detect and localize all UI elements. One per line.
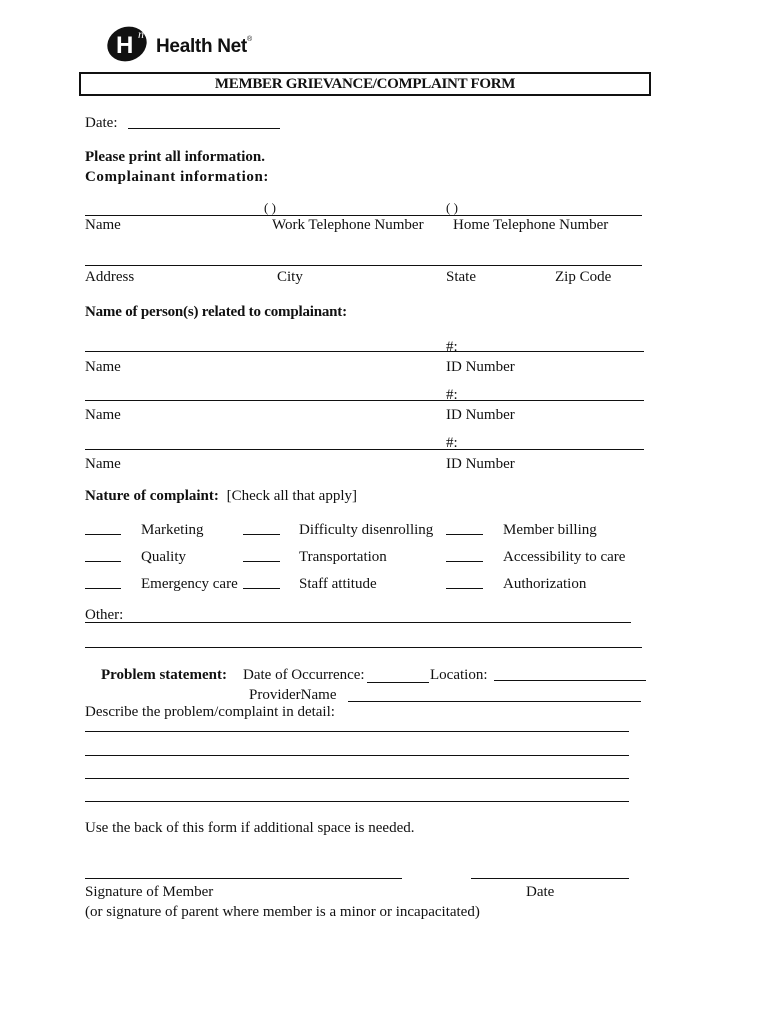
- related-name-label-1: Name: [85, 359, 121, 375]
- nature-note: [Check all that apply]: [226, 488, 357, 504]
- city-label: City: [277, 269, 303, 285]
- signature-label: Signature of Member: [85, 884, 214, 900]
- work-phone-label: Work Telephone Number: [272, 217, 424, 233]
- zip-label: Zip Code: [555, 269, 612, 285]
- related-person-line-2[interactable]: [85, 400, 644, 401]
- date-label: Date:: [85, 115, 118, 131]
- location-field[interactable]: [494, 680, 646, 681]
- complainant-name-label: Name: [85, 217, 121, 233]
- option-marketing: Marketing: [141, 522, 204, 538]
- check-blank-difficulty-disenrolling[interactable]: [243, 534, 280, 535]
- check-blank-staff-attitude[interactable]: [243, 588, 280, 589]
- related-name-label-2: Name: [85, 407, 121, 423]
- print-instruction: Please print all information.: [85, 149, 265, 165]
- back-of-form-note: Use the back of this form if additional space is needed.: [85, 820, 415, 836]
- description-line-3[interactable]: [85, 778, 629, 779]
- date-field[interactable]: [128, 128, 280, 129]
- signature-note: (or signature of parent where member is a minor or incapacitated): [85, 904, 480, 920]
- check-blank-member-billing[interactable]: [446, 534, 483, 535]
- signature-date-field[interactable]: [471, 878, 629, 879]
- other-field[interactable]: [85, 622, 631, 623]
- related-id-label-2: ID Number: [446, 407, 515, 423]
- describe-label: Describe the problem/complaint in detail:: [85, 704, 335, 720]
- date-of-occurrence-label: Date of Occurrence:: [243, 667, 365, 683]
- option-transportation: Transportation: [299, 549, 387, 565]
- form-title: MEMBER GRIEVANCE/COMPLAINT FORM: [214, 76, 516, 92]
- option-authorization: Authorization: [503, 576, 587, 592]
- related-persons-heading: Name of person(s) related to complainant:: [85, 304, 347, 320]
- provider-name-field[interactable]: [348, 701, 641, 702]
- related-id-hash-3: #:: [446, 435, 458, 451]
- check-blank-marketing[interactable]: [85, 534, 121, 535]
- nature-heading: Nature of complaint:: [85, 488, 219, 504]
- description-line-1[interactable]: [85, 731, 629, 732]
- home-phone-area-code: ( ): [446, 200, 458, 215]
- related-name-label-3: Name: [85, 456, 121, 472]
- option-accessibility-to-care: Accessibility to care: [503, 549, 626, 565]
- provider-name-label: ProviderName: [249, 687, 337, 703]
- health-net-logo-mark-icon: [106, 24, 152, 62]
- check-blank-transportation[interactable]: [243, 561, 280, 562]
- check-blank-authorization[interactable]: [446, 588, 483, 589]
- complainant-heading: Complainant information:: [85, 169, 269, 185]
- description-line-4[interactable]: [85, 801, 629, 802]
- work-phone-area-code: ( ): [264, 200, 276, 215]
- related-id-label-1: ID Number: [446, 359, 515, 375]
- complainant-address-line[interactable]: [85, 265, 642, 266]
- form-title-box: [79, 72, 651, 96]
- option-difficulty-disenrolling: Difficulty disenrolling: [299, 522, 434, 538]
- option-member-billing: Member billing: [503, 522, 597, 538]
- logo-brand-text: Health Net®: [156, 36, 252, 57]
- check-blank-accessibility[interactable]: [446, 561, 483, 562]
- signature-field[interactable]: [85, 878, 402, 879]
- option-staff-attitude: Staff attitude: [299, 576, 377, 592]
- address-label: Address: [85, 269, 135, 285]
- option-emergency-care: Emergency care: [141, 576, 238, 592]
- related-id-hash-1: #:: [446, 339, 458, 355]
- problem-statement-heading: Problem statement:: [101, 667, 227, 683]
- logo-mark-letter: H: [116, 32, 134, 59]
- related-person-line-3[interactable]: [85, 449, 644, 450]
- option-quality: Quality: [141, 549, 186, 565]
- other-label: Other:: [85, 607, 124, 623]
- check-blank-quality[interactable]: [85, 561, 121, 562]
- check-blank-emergency-care[interactable]: [85, 588, 121, 589]
- related-person-line-1[interactable]: [85, 351, 644, 352]
- state-label: State: [446, 269, 476, 285]
- description-line-2[interactable]: [85, 755, 629, 756]
- related-id-hash-2: #:: [446, 387, 458, 403]
- related-id-label-3: ID Number: [446, 456, 515, 472]
- logo-mark-superscript: n: [138, 27, 144, 41]
- home-phone-label: Home Telephone Number: [453, 217, 609, 233]
- location-label: Location:: [430, 667, 488, 683]
- other-field-line-2[interactable]: [85, 647, 642, 648]
- date-of-occurrence-field[interactable]: [367, 682, 429, 683]
- signature-date-label: Date: [526, 884, 555, 900]
- nature-heading-row: [85, 487, 357, 505]
